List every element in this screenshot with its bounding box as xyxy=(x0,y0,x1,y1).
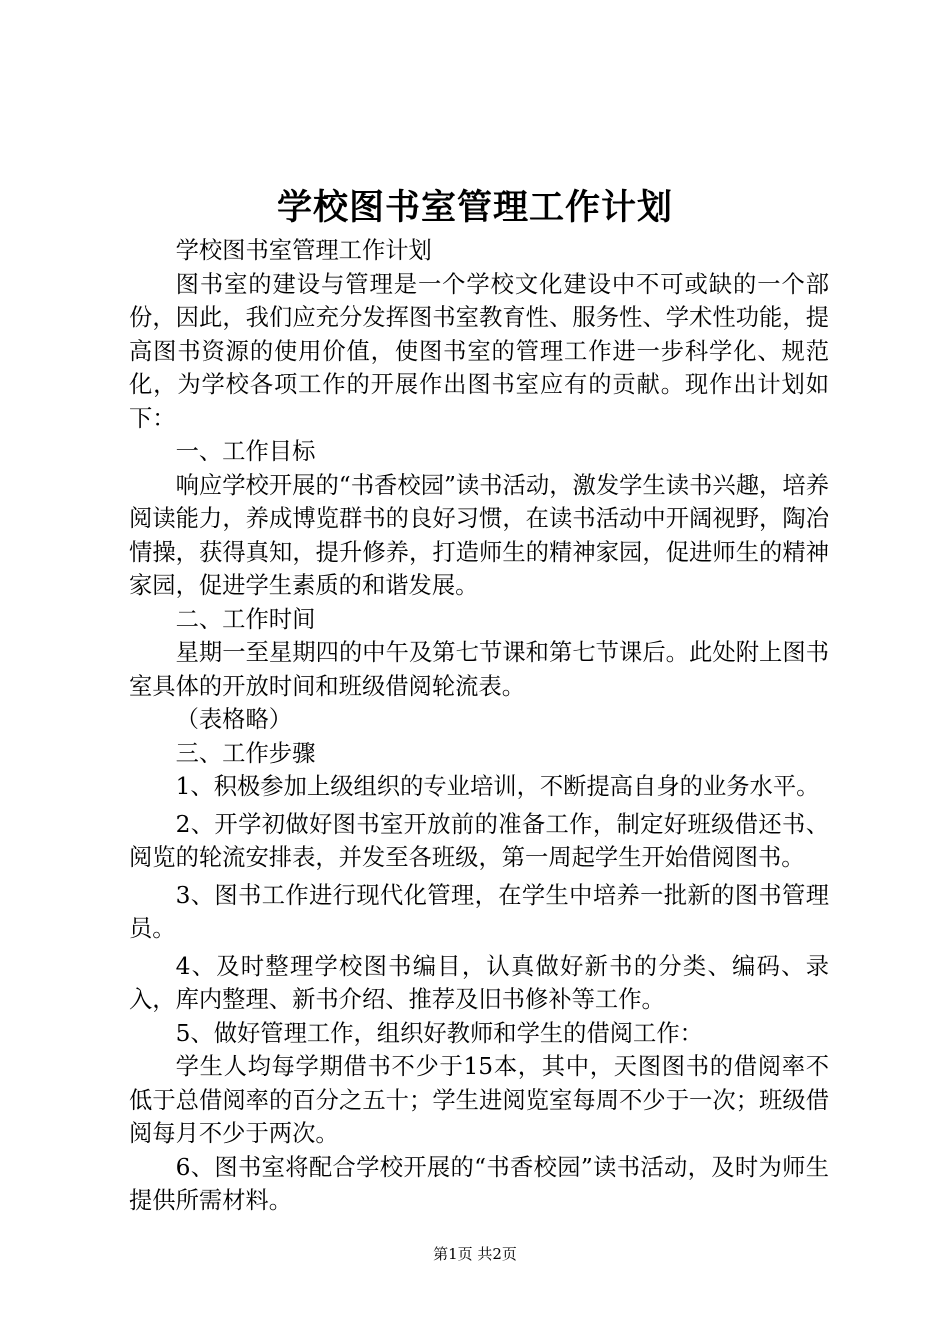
step-3: 3、图书工作进行现代化管理，在学生中培养一批新的图书管理员。 xyxy=(129,881,829,942)
paragraph-work-goal: 响应学校开展的“书香校园”读书活动，激发学生读书兴趣，培养阅读能力，养成博览群书的良好习惯，在读书活动中开阔视野，陶冶情操，获得真知，提升修养，打造师生的精神家园，促进师生的精神家园，促进学生素质的和谐发展。 xyxy=(129,471,829,599)
step-6: 6、图书室将配合学校开展的“书香校园”读书活动，及时为师生提供所需材料。 xyxy=(129,1153,829,1214)
step-5: 5、做好管理工作，组织好教师和学生的借阅工作： xyxy=(175,1019,703,1047)
step-1: 1、积极参加上级组织的专业培训，不断提高自身的业务水平。 xyxy=(175,773,820,800)
paragraph-intro: 图书室的建设与管理是一个学校文化建设中不可或缺的一个部份，因此，我们应充分发挥图书室教育性、服务性、学术性功能，提高图书资源的使用价值，使图书室的管理工作进一步科学化、规范化，为学校各项工作的开展作出图书室应有的贡献。现作出计划如下： xyxy=(129,270,829,432)
page-footer: 第1页 共2页 xyxy=(433,1245,517,1263)
heading-work-time: 二、工作时间 xyxy=(175,605,316,633)
heading-work-goal: 一、工作目标 xyxy=(175,438,316,465)
paragraph-table-omitted: （表格略） xyxy=(175,706,293,733)
heading-work-steps: 三、工作步骤 xyxy=(175,739,316,767)
step-4: 4、及时整理学校图书编目，认真做好新书的分类、编码、录入，库内整理、新书介绍、推荐及旧书修补等工作。 xyxy=(129,952,829,1013)
document-title: 学校图书室管理工作计划 xyxy=(276,188,673,228)
paragraph-work-time: 星期一至星期四的中午及第七节课和第七节课后。此处附上图书室具体的开放时间和班级借阅轮流表。 xyxy=(129,639,829,700)
paragraph-subtitle: 学校图书室管理工作计划 xyxy=(175,237,432,264)
step-2: 2、开学初做好图书室开放前的准备工作，制定好班级借还书、阅览的轮流安排表，并发至各班级，第一周起学生开始借阅图书。 xyxy=(129,810,829,871)
document-body xyxy=(129,234,829,1218)
step-5-detail: 学生人均每学期借书不少于15本，其中，天图图书的借阅率不低于总借阅率的百分之五十；学生进阅览室每周不少于一次；班级借阅每月不少于两次。 xyxy=(129,1053,829,1147)
